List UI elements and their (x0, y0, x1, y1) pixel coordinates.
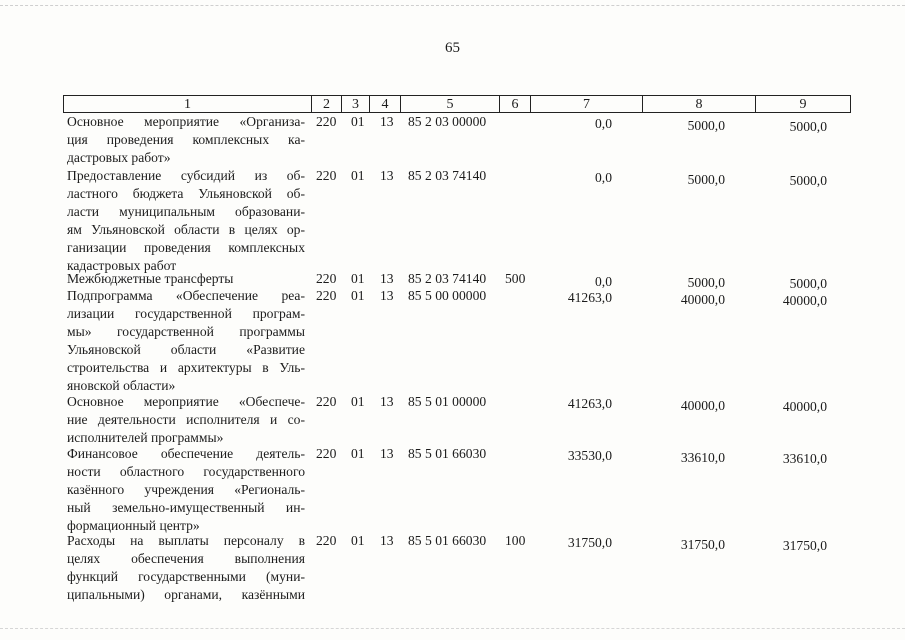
row-name-line: ластного бюджета Ульяновской об- (67, 186, 305, 201)
row-name (67, 270, 305, 288)
row-col-5: 85 5 01 00000 (408, 394, 487, 409)
row-col-3: 01 (351, 446, 365, 461)
row-col-4: 13 (380, 394, 394, 409)
row-col-8: 5000,0 (687, 118, 725, 133)
row-col-3: 01 (351, 168, 365, 183)
row-name-line: ласти муниципальным образовани- (67, 204, 305, 219)
row-col-3: 01 (351, 114, 365, 129)
row-name-line: Основное мероприятие «Организа- (67, 114, 305, 129)
header-col-9: 9 (799, 97, 807, 112)
row-col-6: 500 (505, 271, 526, 286)
row-col-3: 01 (351, 394, 365, 409)
row-name-line: Финансовое обеспечение деятель- (67, 446, 305, 461)
row-col-5: 85 2 03 74140 (408, 271, 487, 286)
row-name-line: Подпрограмма «Обеспечение реа- (67, 288, 305, 303)
row-col-2: 220 (316, 114, 337, 129)
row-col-3: 01 (351, 533, 365, 548)
row-col-4: 13 (380, 446, 394, 461)
row-name (67, 532, 305, 604)
row-name-line: яновской области» (67, 378, 176, 393)
row-name-line: Ульяновской области «Развитие (67, 342, 305, 357)
row-name (67, 393, 305, 447)
row-col-4: 13 (380, 114, 394, 129)
row-col-7: 41263,0 (567, 396, 612, 411)
row-name-line: целях обеспечения выполнения (67, 551, 305, 566)
header-col-4: 4 (370, 96, 401, 112)
header-col-8: 8 (643, 96, 756, 112)
row-name-line: лизации государственной програм- (67, 306, 305, 321)
row-name-line: ям Ульяновской области в целях ор- (67, 222, 305, 237)
row-name-line: Предоставление субсидий из об- (67, 168, 305, 183)
table-header (63, 95, 851, 113)
row-name-line: функций государственными (муни- (67, 569, 305, 584)
row-col-9: 5000,0 (789, 276, 827, 291)
row-name-line: ганизации проведения комплексных (67, 240, 305, 255)
row-name-line: Межбюджетные трансферты (67, 271, 234, 286)
header-col-3: 3 (342, 96, 370, 112)
row-col-9: 5000,0 (789, 119, 827, 134)
row-col-2: 220 (316, 533, 337, 548)
row-col-5: 85 5 01 66030 (408, 446, 487, 461)
row-col-9: 33610,0 (782, 451, 827, 466)
row-col-9: 40000,0 (782, 399, 827, 414)
header-col-2: 2 (312, 96, 342, 112)
row-col-3: 01 (351, 271, 365, 286)
row-name-line: Основное мероприятие «Обеспече- (67, 394, 305, 409)
row-col-2: 220 (316, 168, 337, 183)
row-col-8: 5000,0 (687, 275, 725, 290)
row-col-4: 13 (380, 271, 394, 286)
row-col-7: 41263,0 (567, 290, 612, 305)
row-col-3: 01 (351, 288, 365, 303)
header-col-7: 7 (531, 96, 643, 112)
row-name-line: казённого учреждения «Региональ- (67, 482, 305, 497)
row-col-2: 220 (316, 288, 337, 303)
row-col-5: 85 2 03 74140 (408, 168, 487, 183)
row-name-line: ние деятельности исполнителя и со- (67, 412, 305, 427)
page-number: 65 (445, 40, 460, 56)
row-col-8: 31750,0 (680, 537, 725, 552)
row-col-7: 33530,0 (567, 448, 612, 463)
row-col-8: 5000,0 (687, 172, 725, 187)
row-name-line: Расходы на выплаты персоналу в (67, 533, 305, 548)
row-name-line: дастровых работ» (67, 150, 171, 165)
scan-edge-bottom (0, 628, 905, 630)
row-col-5: 85 5 01 66030 (408, 533, 487, 548)
header-col-1: 1 (64, 96, 312, 112)
row-col-7: 0,0 (595, 170, 612, 185)
row-col-8: 40000,0 (680, 398, 725, 413)
row-col-7: 31750,0 (567, 535, 612, 550)
row-col-9: 31750,0 (782, 538, 827, 553)
row-name-line: кадастровых работ (67, 258, 177, 273)
row-col-2: 220 (316, 394, 337, 409)
row-name-line: формационный центр» (67, 518, 200, 533)
row-col-4: 13 (380, 288, 394, 303)
row-col-2: 220 (316, 446, 337, 461)
row-col-9: 5000,0 (789, 173, 827, 188)
row-col-8: 33610,0 (680, 450, 725, 465)
row-col-2: 220 (316, 271, 337, 286)
header-col-5: 5 (401, 96, 500, 112)
row-name-line: ности областного государственного (67, 464, 305, 479)
row-name-line: строительства и архитектуры в Уль- (67, 360, 305, 375)
row-col-6: 100 (505, 533, 526, 548)
row-col-4: 13 (380, 533, 394, 548)
row-col-5: 85 2 03 00000 (408, 114, 487, 129)
row-col-4: 13 (380, 168, 394, 183)
row-name (67, 167, 305, 275)
row-col-9: 40000,0 (782, 293, 827, 308)
row-col-7: 0,0 (595, 274, 612, 289)
row-col-8: 40000,0 (680, 292, 725, 307)
row-col-7: 0,0 (595, 116, 612, 131)
scan-edge-top (0, 5, 905, 7)
header-col-6: 6 (500, 96, 531, 112)
row-name-line: исполнителей программы» (67, 430, 224, 445)
row-name (67, 113, 305, 167)
row-name (67, 287, 305, 395)
row-name-line: мы» государственной программы (67, 324, 305, 339)
row-name-line: ный земельно-имущественный ин- (67, 500, 305, 515)
row-name-line: ципальными) органами, казёнными (67, 587, 305, 602)
row-name-line: ция проведения комплексных ка- (67, 132, 305, 147)
row-name (67, 445, 305, 535)
row-col-5: 85 5 00 00000 (408, 288, 487, 303)
